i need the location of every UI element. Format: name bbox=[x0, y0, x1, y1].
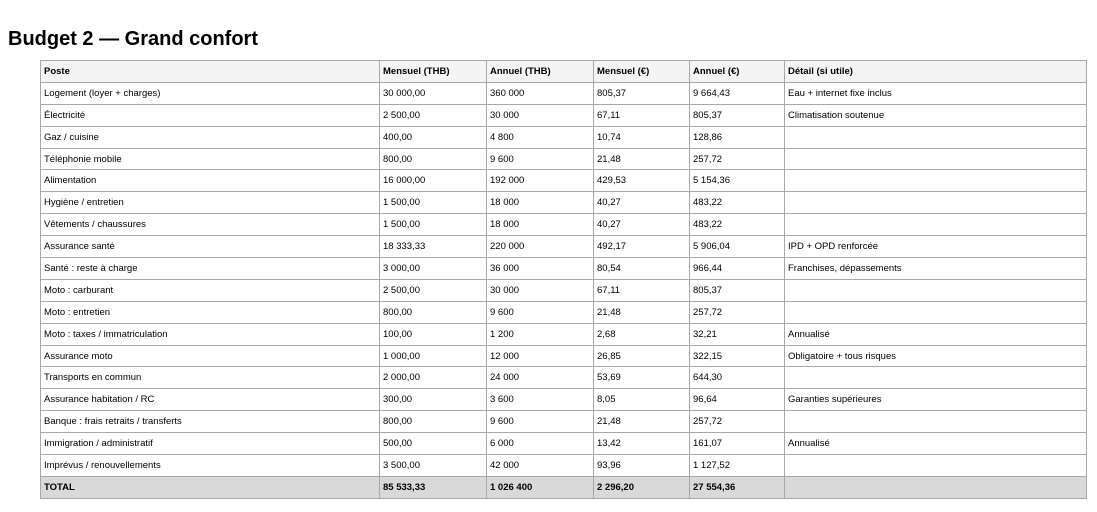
cell-poste: Assurance habitation / RC bbox=[41, 389, 380, 411]
cell-mensuel-thb: 2 000,00 bbox=[380, 367, 487, 389]
cell-mensuel-eur: 805,37 bbox=[594, 82, 690, 104]
table-row bbox=[41, 126, 1087, 148]
cell-mensuel-thb: 400,00 bbox=[380, 126, 487, 148]
cell-mensuel-thb: 800,00 bbox=[380, 301, 487, 323]
cell-annuel-thb: 18 000 bbox=[487, 214, 594, 236]
cell-mensuel-eur: 53,69 bbox=[594, 367, 690, 389]
cell-poste: Moto : taxes / immatriculation bbox=[41, 323, 380, 345]
cell-annuel-thb: 192 000 bbox=[487, 170, 594, 192]
table-row bbox=[41, 214, 1087, 236]
total-mensuel-thb: 85 533,33 bbox=[380, 476, 487, 498]
cell-poste: Vêtements / chaussures bbox=[41, 214, 380, 236]
cell-detail: Obligatoire + tous risques bbox=[785, 345, 1087, 367]
cell-mensuel-eur: 10,74 bbox=[594, 126, 690, 148]
cell-poste: Assurance moto bbox=[41, 345, 380, 367]
cell-annuel-eur: 322,15 bbox=[690, 345, 785, 367]
table-row bbox=[41, 148, 1087, 170]
cell-annuel-eur: 257,72 bbox=[690, 148, 785, 170]
cell-mensuel-thb: 800,00 bbox=[380, 148, 487, 170]
cell-annuel-thb: 9 600 bbox=[487, 411, 594, 433]
cell-annuel-thb: 9 600 bbox=[487, 301, 594, 323]
cell-detail: IPD + OPD renforcée bbox=[785, 236, 1087, 258]
cell-annuel-eur: 966,44 bbox=[690, 258, 785, 280]
cell-annuel-thb: 9 600 bbox=[487, 148, 594, 170]
total-annuel-thb: 1 026 400 bbox=[487, 476, 594, 498]
cell-annuel-thb: 220 000 bbox=[487, 236, 594, 258]
cell-detail bbox=[785, 411, 1087, 433]
cell-annuel-thb: 4 800 bbox=[487, 126, 594, 148]
table-row bbox=[41, 367, 1087, 389]
cell-annuel-thb: 36 000 bbox=[487, 258, 594, 280]
budget-table bbox=[40, 60, 1087, 499]
cell-mensuel-eur: 67,11 bbox=[594, 104, 690, 126]
cell-annuel-thb: 12 000 bbox=[487, 345, 594, 367]
table-row bbox=[41, 323, 1087, 345]
cell-mensuel-eur: 492,17 bbox=[594, 236, 690, 258]
cell-detail bbox=[785, 214, 1087, 236]
cell-mensuel-eur: 13,42 bbox=[594, 433, 690, 455]
cell-annuel-thb: 6 000 bbox=[487, 433, 594, 455]
total-annuel-eur: 27 554,36 bbox=[690, 476, 785, 498]
cell-detail: Eau + internet fixe inclus bbox=[785, 82, 1087, 104]
cell-annuel-thb: 42 000 bbox=[487, 455, 594, 477]
cell-annuel-thb: 1 200 bbox=[487, 323, 594, 345]
cell-annuel-eur: 5 154,36 bbox=[690, 170, 785, 192]
cell-detail: Climatisation soutenue bbox=[785, 104, 1087, 126]
cell-mensuel-thb: 18 333,33 bbox=[380, 236, 487, 258]
cell-annuel-eur: 9 664,43 bbox=[690, 82, 785, 104]
table-row bbox=[41, 192, 1087, 214]
total-mensuel-eur: 2 296,20 bbox=[594, 476, 690, 498]
table-row bbox=[41, 301, 1087, 323]
table-row bbox=[41, 389, 1087, 411]
cell-poste: Banque : frais retraits / transferts bbox=[41, 411, 380, 433]
cell-annuel-eur: 1 127,52 bbox=[690, 455, 785, 477]
cell-annuel-eur: 805,37 bbox=[690, 104, 785, 126]
header-annuel-eur: Annuel (€) bbox=[690, 61, 785, 83]
table-row bbox=[41, 170, 1087, 192]
cell-poste: Moto : carburant bbox=[41, 279, 380, 301]
cell-annuel-eur: 257,72 bbox=[690, 411, 785, 433]
table-row bbox=[41, 433, 1087, 455]
cell-detail: Franchises, dépassements bbox=[785, 258, 1087, 280]
table-row bbox=[41, 258, 1087, 280]
total-detail bbox=[785, 476, 1087, 498]
cell-detail: Annualisé bbox=[785, 433, 1087, 455]
cell-mensuel-eur: 429,53 bbox=[594, 170, 690, 192]
cell-mensuel-thb: 500,00 bbox=[380, 433, 487, 455]
cell-annuel-eur: 483,22 bbox=[690, 214, 785, 236]
cell-mensuel-eur: 2,68 bbox=[594, 323, 690, 345]
cell-mensuel-eur: 80,54 bbox=[594, 258, 690, 280]
cell-annuel-eur: 128,86 bbox=[690, 126, 785, 148]
cell-detail: Garanties supérieures bbox=[785, 389, 1087, 411]
cell-detail bbox=[785, 192, 1087, 214]
table-header-row bbox=[41, 61, 1087, 83]
cell-detail bbox=[785, 279, 1087, 301]
cell-mensuel-thb: 1 000,00 bbox=[380, 345, 487, 367]
cell-annuel-eur: 257,72 bbox=[690, 301, 785, 323]
cell-mensuel-eur: 21,48 bbox=[594, 301, 690, 323]
cell-detail bbox=[785, 455, 1087, 477]
cell-annuel-eur: 483,22 bbox=[690, 192, 785, 214]
cell-mensuel-eur: 67,11 bbox=[594, 279, 690, 301]
cell-poste: Électricité bbox=[41, 104, 380, 126]
page-title: Budget 2 — Grand confort bbox=[8, 28, 258, 50]
cell-annuel-eur: 805,37 bbox=[690, 279, 785, 301]
cell-mensuel-thb: 3 000,00 bbox=[380, 258, 487, 280]
cell-detail bbox=[785, 148, 1087, 170]
cell-annuel-thb: 360 000 bbox=[487, 82, 594, 104]
cell-poste: Moto : entretien bbox=[41, 301, 380, 323]
cell-detail bbox=[785, 126, 1087, 148]
cell-annuel-thb: 30 000 bbox=[487, 104, 594, 126]
table-row bbox=[41, 82, 1087, 104]
cell-mensuel-thb: 1 500,00 bbox=[380, 192, 487, 214]
cell-annuel-eur: 161,07 bbox=[690, 433, 785, 455]
cell-poste: Hygiène / entretien bbox=[41, 192, 380, 214]
cell-poste: Gaz / cuisine bbox=[41, 126, 380, 148]
cell-mensuel-eur: 8,05 bbox=[594, 389, 690, 411]
cell-mensuel-thb: 1 500,00 bbox=[380, 214, 487, 236]
cell-detail bbox=[785, 301, 1087, 323]
total-row bbox=[41, 476, 1087, 498]
cell-mensuel-thb: 300,00 bbox=[380, 389, 487, 411]
table-row bbox=[41, 345, 1087, 367]
table-row bbox=[41, 411, 1087, 433]
table-row bbox=[41, 455, 1087, 477]
cell-annuel-thb: 30 000 bbox=[487, 279, 594, 301]
cell-poste: Assurance santé bbox=[41, 236, 380, 258]
table-body bbox=[41, 82, 1087, 476]
cell-annuel-eur: 644,30 bbox=[690, 367, 785, 389]
header-mensuel-thb: Mensuel (THB) bbox=[380, 61, 487, 83]
header-mensuel-eur: Mensuel (€) bbox=[594, 61, 690, 83]
cell-mensuel-eur: 40,27 bbox=[594, 214, 690, 236]
table-row bbox=[41, 236, 1087, 258]
table-row bbox=[41, 279, 1087, 301]
cell-mensuel-thb: 2 500,00 bbox=[380, 279, 487, 301]
cell-annuel-eur: 96,64 bbox=[690, 389, 785, 411]
cell-annuel-thb: 3 600 bbox=[487, 389, 594, 411]
cell-poste: Transports en commun bbox=[41, 367, 380, 389]
header-poste: Poste bbox=[41, 61, 380, 83]
cell-mensuel-eur: 21,48 bbox=[594, 148, 690, 170]
cell-mensuel-eur: 26,85 bbox=[594, 345, 690, 367]
cell-mensuel-eur: 40,27 bbox=[594, 192, 690, 214]
cell-mensuel-thb: 100,00 bbox=[380, 323, 487, 345]
cell-mensuel-thb: 16 000,00 bbox=[380, 170, 487, 192]
cell-detail bbox=[785, 367, 1087, 389]
cell-annuel-eur: 5 906,04 bbox=[690, 236, 785, 258]
cell-poste: Alimentation bbox=[41, 170, 380, 192]
cell-mensuel-thb: 800,00 bbox=[380, 411, 487, 433]
cell-poste: Imprévus / renouvellements bbox=[41, 455, 380, 477]
cell-mensuel-eur: 21,48 bbox=[594, 411, 690, 433]
cell-poste: Logement (loyer + charges) bbox=[41, 82, 380, 104]
cell-mensuel-thb: 3 500,00 bbox=[380, 455, 487, 477]
cell-detail: Annualisé bbox=[785, 323, 1087, 345]
header-annuel-thb: Annuel (THB) bbox=[487, 61, 594, 83]
cell-annuel-eur: 32,21 bbox=[690, 323, 785, 345]
table-row bbox=[41, 104, 1087, 126]
header-detail: Détail (si utile) bbox=[785, 61, 1087, 83]
cell-annuel-thb: 18 000 bbox=[487, 192, 594, 214]
cell-annuel-thb: 24 000 bbox=[487, 367, 594, 389]
total-label: TOTAL bbox=[41, 476, 380, 498]
cell-detail bbox=[785, 170, 1087, 192]
cell-mensuel-thb: 30 000,00 bbox=[380, 82, 487, 104]
cell-poste: Téléphonie mobile bbox=[41, 148, 380, 170]
cell-mensuel-eur: 93,96 bbox=[594, 455, 690, 477]
cell-poste: Immigration / administratif bbox=[41, 433, 380, 455]
cell-mensuel-thb: 2 500,00 bbox=[380, 104, 487, 126]
cell-poste: Santé : reste à charge bbox=[41, 258, 380, 280]
